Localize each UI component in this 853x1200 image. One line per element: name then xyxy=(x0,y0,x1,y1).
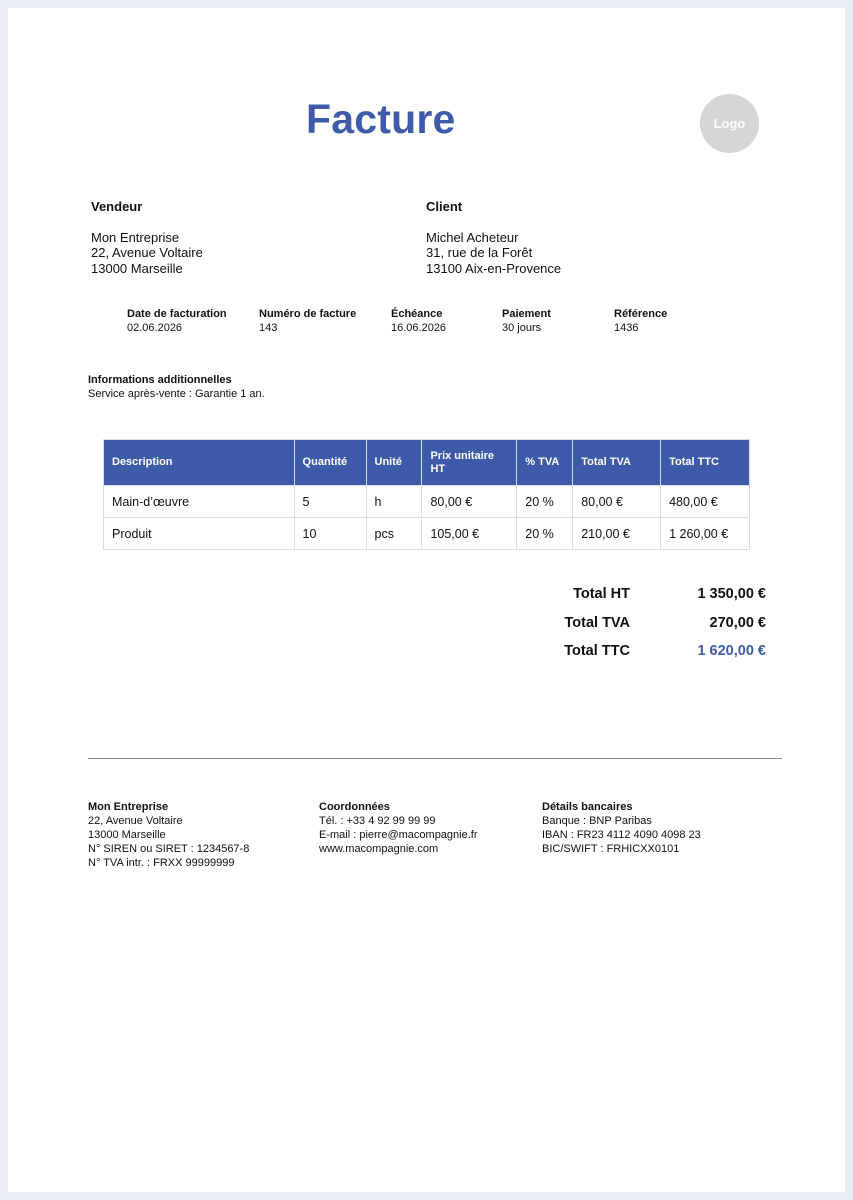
footer-line: 13000 Marseille xyxy=(88,829,166,841)
invoice-page xyxy=(8,8,845,1192)
cell-quantity: 5 xyxy=(294,486,366,518)
cell-unit-price: 105,00 € xyxy=(422,518,517,550)
meta-invoice-number xyxy=(259,307,356,335)
col-unit-price: Prix unitaire HT xyxy=(422,440,517,486)
meta-payment xyxy=(502,307,551,335)
footer-company-heading: Mon Entreprise xyxy=(88,801,169,813)
total-ttc-value: 1 620,00 € xyxy=(697,643,766,659)
items-table xyxy=(103,439,750,550)
cell-unit-price: 80,00 € xyxy=(422,486,517,518)
footer-line: N° SIREN ou SIRET : 1234567-8 xyxy=(88,843,250,855)
additional-info xyxy=(88,373,265,401)
footer-bank xyxy=(542,800,701,856)
total-ht-value: 1 350,00 € xyxy=(697,586,766,602)
cell-vat-rate: 20 % xyxy=(517,486,573,518)
totals-values xyxy=(648,586,766,672)
col-description: Description xyxy=(104,440,295,486)
meta-reference xyxy=(614,307,667,335)
total-ht-label: Total HT xyxy=(573,586,630,602)
cell-unit: h xyxy=(366,486,422,518)
footer-line: N° TVA intr. : FRXX 99999999 xyxy=(88,857,235,869)
client-city: 13100 Aix-en-Provence xyxy=(426,260,562,276)
vendor-heading: Vendeur xyxy=(91,199,143,214)
footer-line: IBAN : FR23 4112 4090 4098 23 xyxy=(542,829,701,841)
invoice-title: Facture xyxy=(306,96,456,142)
footer-email: E-mail : pierre@macompagnie.fr xyxy=(319,829,478,841)
footer-phone: Tél. : +33 4 92 99 99 99 xyxy=(319,815,436,827)
col-quantity: Quantité xyxy=(294,440,366,486)
footer-line: Banque : BNP Paribas xyxy=(542,815,652,827)
client-name: Michel Acheteur xyxy=(426,229,519,245)
cell-vat-total: 80,00 € xyxy=(573,486,661,518)
footer-company xyxy=(88,800,249,870)
table-header-row xyxy=(104,440,750,486)
meta-invoice-date xyxy=(127,307,227,335)
cell-description: Produit xyxy=(104,518,295,550)
meta-value: 16.06.2026 xyxy=(391,322,447,334)
client-street: 31, rue de la Forêt xyxy=(426,245,533,260)
meta-label: Numéro de facture xyxy=(259,308,357,320)
meta-value: 30 jours xyxy=(502,322,542,334)
additional-info-text: Service après-vente : Garantie 1 an. xyxy=(88,388,265,400)
table-row xyxy=(104,486,750,518)
vendor-block xyxy=(91,199,203,276)
table-row xyxy=(104,518,750,550)
meta-label: Date de facturation xyxy=(127,308,227,320)
col-total-ttc: Total TTC xyxy=(661,440,750,486)
meta-due-date xyxy=(391,307,446,335)
col-vat-total: Total TVA xyxy=(573,440,661,486)
footer-contact-heading: Coordonnées xyxy=(319,801,390,813)
totals-labels xyxy=(488,586,630,672)
footer-line: BIC/SWIFT : FRHICXX0101 xyxy=(542,843,680,855)
footer-contact xyxy=(319,800,478,856)
meta-value: 02.06.2026 xyxy=(127,322,183,334)
cell-vat-total: 210,00 € xyxy=(573,518,661,550)
total-ttc-label: Total TTC xyxy=(564,643,630,659)
cell-total-ttc: 1 260,00 € xyxy=(661,518,750,550)
meta-value: 143 xyxy=(259,322,278,334)
meta-label: Paiement xyxy=(502,308,551,320)
total-tva-label: Total TVA xyxy=(564,614,630,631)
additional-info-label: Informations additionnelles xyxy=(88,374,232,386)
vendor-street: 22, Avenue Voltaire xyxy=(91,245,203,260)
vendor-city: 13000 Marseille xyxy=(91,260,183,276)
logo-label: Logo xyxy=(713,116,746,131)
footer-divider xyxy=(88,758,782,759)
meta-label: Référence xyxy=(614,308,668,320)
cell-total-ttc: 480,00 € xyxy=(661,486,750,518)
total-tva-value: 270,00 € xyxy=(709,614,766,631)
cell-vat-rate: 20 % xyxy=(517,518,573,550)
logo-placeholder xyxy=(700,94,759,153)
cell-quantity: 10 xyxy=(294,518,366,550)
client-heading: Client xyxy=(426,199,463,214)
col-vat-rate: % TVA xyxy=(517,440,573,486)
cell-unit: pcs xyxy=(366,518,422,550)
vendor-name: Mon Entreprise xyxy=(91,229,180,245)
footer-website: www.macompagnie.com xyxy=(319,843,439,855)
col-unit: Unité xyxy=(366,440,422,486)
footer-bank-heading: Détails bancaires xyxy=(542,801,633,813)
meta-value: 1436 xyxy=(614,322,639,334)
client-block xyxy=(426,199,561,276)
footer-line: 22, Avenue Voltaire xyxy=(88,815,183,827)
cell-description: Main-d’œuvre xyxy=(104,486,295,518)
meta-label: Échéance xyxy=(391,308,443,320)
